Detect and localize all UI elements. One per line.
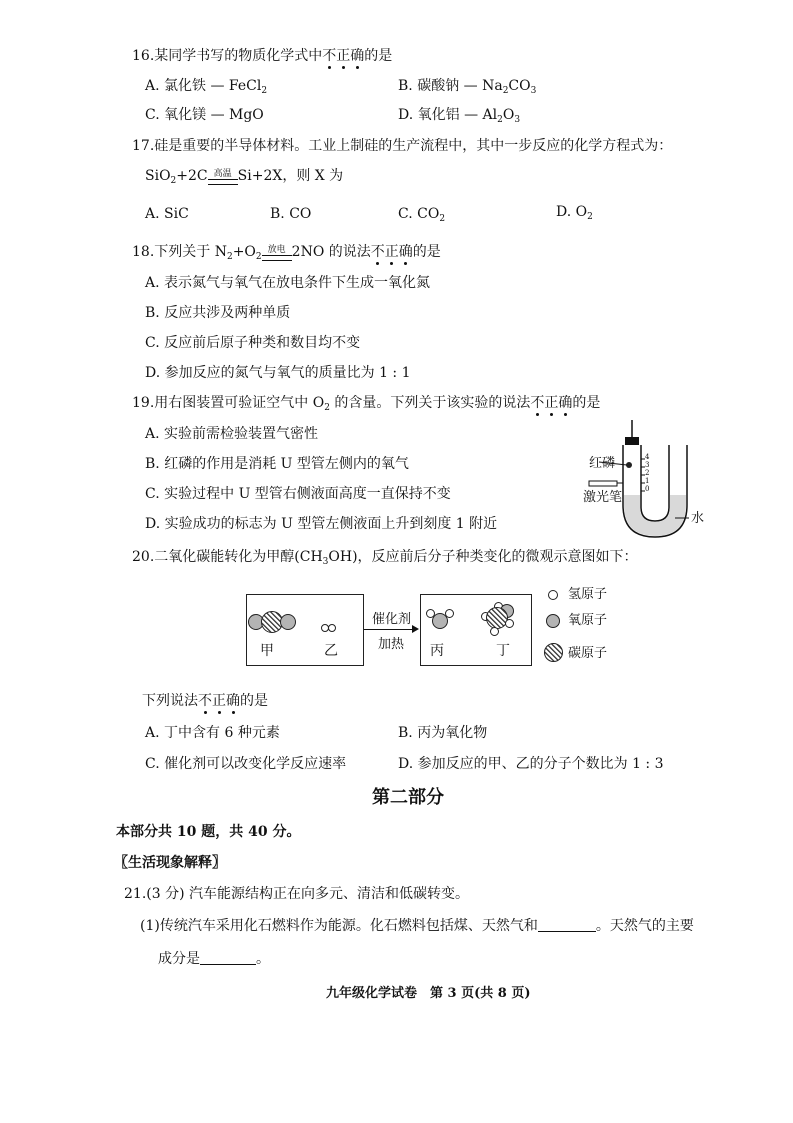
q19-stem: 19.用右图装置可验证空气中 $O_2$ 的含量。下列关于该实验的说法不正确的是 [132, 395, 601, 413]
hydrogen-atom [505, 619, 514, 628]
q18-option-c: C. 反应前后原子种类和数目均不变 [145, 335, 361, 351]
page-footer: 九年级化学试卷 第 3 页(共 8 页) [326, 986, 531, 1001]
part-title: 第二部分 [372, 787, 444, 808]
label-bing: 丙 [430, 643, 444, 659]
reaction-arrow [364, 629, 416, 630]
legend-carbon: 碳原子 [568, 646, 608, 661]
label-ding: 丁 [496, 643, 510, 659]
q16-option-a: A. 氯化铁 — FeCl$_2$ [145, 78, 268, 96]
figure-scale: 4 3 2 1 0 [645, 453, 650, 493]
hydrogen-atom [490, 627, 499, 636]
emphasis-char: 正 [336, 48, 351, 64]
hydrogen-atom [445, 609, 454, 618]
q19-option-d: D. 实验成功的标志为 U 型管左侧液面上升到刻度 1 附近 [145, 516, 498, 532]
q16-stem-text: 某同学书写的物质化学式中 [154, 48, 323, 64]
part-intro: 本部分共 10 题，共 40 分。 [116, 824, 301, 840]
q18-option-d: D. 参加反应的氮气与氧气的质量比为 1 : 1 [145, 365, 411, 381]
q16-option-b: B. 碳酸钠 — $Na_2CO_3$ [398, 78, 537, 96]
legend-hydrogen-icon [548, 590, 558, 600]
u-tube-figure [585, 415, 715, 545]
answer-blank[interactable] [538, 917, 596, 932]
figure-label-laser: 激光笔 [583, 490, 623, 505]
q19-option-c: C. 实验过程中 U 型管右侧液面高度一直保持不变 [145, 486, 451, 502]
q21-part1: (1)传统汽车采用化石燃料作为能源。化石燃料包括煤、天然气和 。天然气的主要 [140, 918, 694, 934]
q18-stem: 18.下列关于 $N_2+O_2$ 放电 2NO 的说法不正确的是 [132, 244, 441, 262]
q20-sub-stem: 下列说法不正确的是 [142, 693, 268, 709]
reaction-condition: 放电 [262, 245, 292, 261]
section-heading: 〖生活现象解释〗 [114, 855, 226, 871]
q19-option-a: A. 实验前需检验装置气密性 [145, 426, 319, 442]
figure-label-water: 水 [691, 511, 705, 526]
label-jia: 甲 [260, 643, 274, 659]
arrow-heat-label: 加热 [378, 637, 405, 652]
q21-part1-cont: 成分是 。 [158, 951, 270, 967]
q18-option-a: A. 表示氮气与氧气在放电条件下生成一氧化氮 [145, 275, 431, 291]
q20-stem: 20.二氧化碳能转化为甲醇$(CH_3OH)$，反应前后分子种类变化的微观示意图如下： [132, 549, 638, 567]
emphasis-char: 不 [322, 48, 337, 64]
answer-blank[interactable] [200, 950, 256, 965]
label-yi: 乙 [324, 643, 338, 659]
legend-carbon-icon [544, 643, 563, 662]
q19-option-b: B. 红磷的作用是消耗 U 型管左侧内的氧气 [145, 456, 409, 472]
hydrogen-atom [328, 624, 336, 632]
arrow-head-icon [412, 625, 419, 633]
reaction-condition: 高温 [208, 169, 238, 185]
legend-oxygen: 氧原子 [568, 613, 608, 628]
legend-oxygen-icon [546, 614, 560, 628]
q17-option-a: A. SiC [145, 206, 189, 222]
q17-stem: 17.硅是重要的半导体材料。工业上制硅的生产流程中，其中一步反应的化学方程式为： [132, 138, 673, 154]
q16-option-c: C. 氧化镁 — MgO [145, 107, 264, 123]
q21-stem: 21.(3 分) 汽车能源结构正在向多元、清洁和低碳转变。 [124, 886, 469, 902]
q16-stem-end: 的是 [364, 48, 393, 64]
legend-hydrogen: 氢原子 [568, 587, 608, 602]
q20-option-a: A. 丁中含有 6 种元素 [145, 725, 280, 741]
q20-option-c: C. 催化剂可以改变化学反应速率 [145, 756, 347, 772]
q17-equation: SiO$_2$+2C 高温 Si+2X，则 X 为 [145, 168, 344, 186]
q16-option-d: D. 氧化铝 — $Al_2O_3$ [398, 107, 521, 125]
q16-number: 16. [132, 48, 155, 64]
figure-label-phosphorus: 红磷 [589, 456, 616, 471]
oxygen-atom [280, 614, 296, 630]
q17-option-c: C. $CO_2$ [398, 206, 446, 224]
q20-option-d: D. 参加反应的甲、乙的分子个数比为 1 : 3 [398, 756, 664, 772]
q16-stem [132, 47, 392, 65]
emphasis-char: 确 [350, 48, 365, 64]
q17-option-d: D. $O_2$ [556, 204, 593, 222]
q18-option-b: B. 反应共涉及两种单质 [145, 305, 291, 321]
q17-option-b: B. CO [270, 206, 312, 222]
arrow-catalyst-label: 催化剂 [372, 612, 412, 627]
q20-option-b: B. 丙为氧化物 [398, 725, 488, 741]
